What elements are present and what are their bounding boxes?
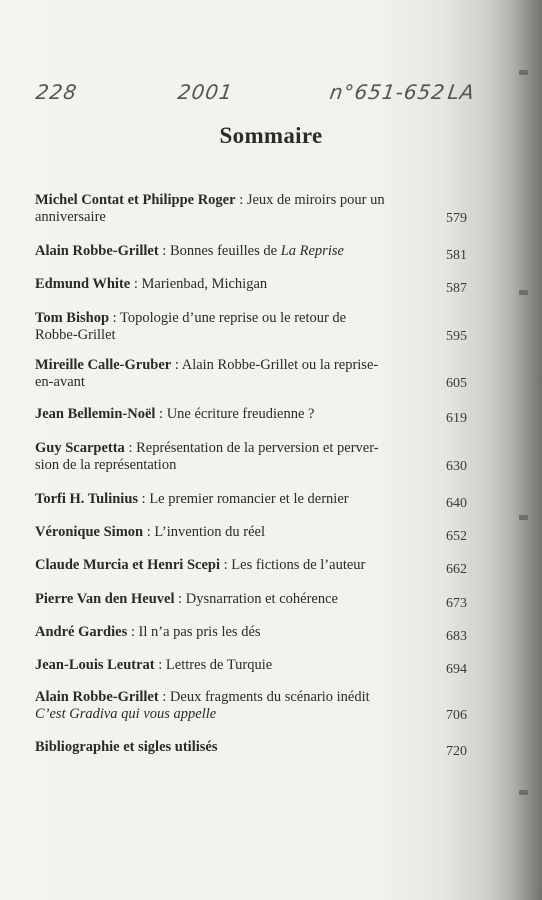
toc-entry [35,440,467,474]
toc-page-number: 720 [446,744,467,759]
toc-entry-text: Mireille Calle-Gruber : Alain Robbe-Grillet ou la reprise- en-avant [35,357,379,390]
binder-clip [519,515,528,520]
toc-page-number: 683 [446,629,467,644]
handwritten-initials: LA [446,80,477,104]
toc-entry [35,591,467,611]
binder-clip [519,790,528,795]
toc-entry-text: Guy Scarpetta : Représentation de la perversion et perver- sion de la représentation [35,440,379,473]
toc-entry [35,406,467,426]
toc-entry [35,243,467,263]
toc-entry [35,739,467,759]
toc-entry-text: Torfi H. Tulinius : Le premier romancier et le dernier [35,491,349,507]
toc-entry [35,689,467,723]
toc-entry-text: Edmund White : Marienbad, Michigan [35,276,268,292]
toc-page-number: 652 [446,529,467,544]
binder-clip [519,70,528,75]
toc-page-number: 605 [446,376,467,391]
binder-clip [519,290,528,295]
toc-entry-text: Tom Bishop : Topologie d’une reprise ou le retour de Robbe-Grillet [35,310,347,343]
toc-entry-text: Jean Bellemin-Noël : Une écriture freudienne ? [35,406,315,422]
toc-page-number: 630 [446,459,467,474]
toc-page-number: 662 [446,562,467,577]
toc-page-number: 640 [446,496,467,511]
toc-entry-text: Jean-Louis Leutrat : Lettres de Turquie [35,657,273,673]
toc-entry-text: Claude Murcia et Henri Scepi : Les fictions de l’auteur [35,557,366,573]
toc-entry [35,557,467,577]
toc-entry [35,276,467,296]
toc-page-number: 595 [446,329,467,344]
toc-page-number: 579 [446,211,467,226]
toc-page-number: 673 [446,596,467,611]
toc-entry [35,491,467,511]
handwritten-year: 2001 [176,80,235,104]
toc-entry-text: Véronique Simon : L’invention du réel [35,524,265,540]
toc-entry [35,624,467,644]
toc-entry-text: Alain Robbe-Grillet : Deux fragments du scénario inédit C’est Gradiva qui vous appelle [35,689,370,722]
handwritten-issue: n°651-652 [328,80,447,104]
toc-entry [35,657,467,677]
toc-page-number: 587 [446,281,467,296]
handwritten-ref: 228 [34,80,79,104]
toc-entry [35,357,467,391]
toc-entry-text: Pierre Van den Heuvel : Dysnarration et cohérence [35,591,338,607]
page-title: Sommaire [219,123,323,148]
toc-entry-text: Bibliographie et sigles utilisés [35,739,218,755]
toc-page-number: 581 [446,248,467,263]
toc-entry [35,524,467,544]
toc-page-number: 619 [446,411,467,426]
toc-page-number: 706 [446,708,467,723]
toc-entry-text: Alain Robbe-Grillet : Bonnes feuilles de La Reprise [35,243,344,259]
toc-page-number: 694 [446,662,467,677]
toc-entry [35,192,467,226]
toc-entry-text: Michel Contat et Philippe Roger : Jeux de miroirs pour un anniversaire [35,192,385,225]
toc-entry [35,310,467,344]
toc-entry-text: André Gardies : Il n’a pas pris les dés [35,624,261,640]
